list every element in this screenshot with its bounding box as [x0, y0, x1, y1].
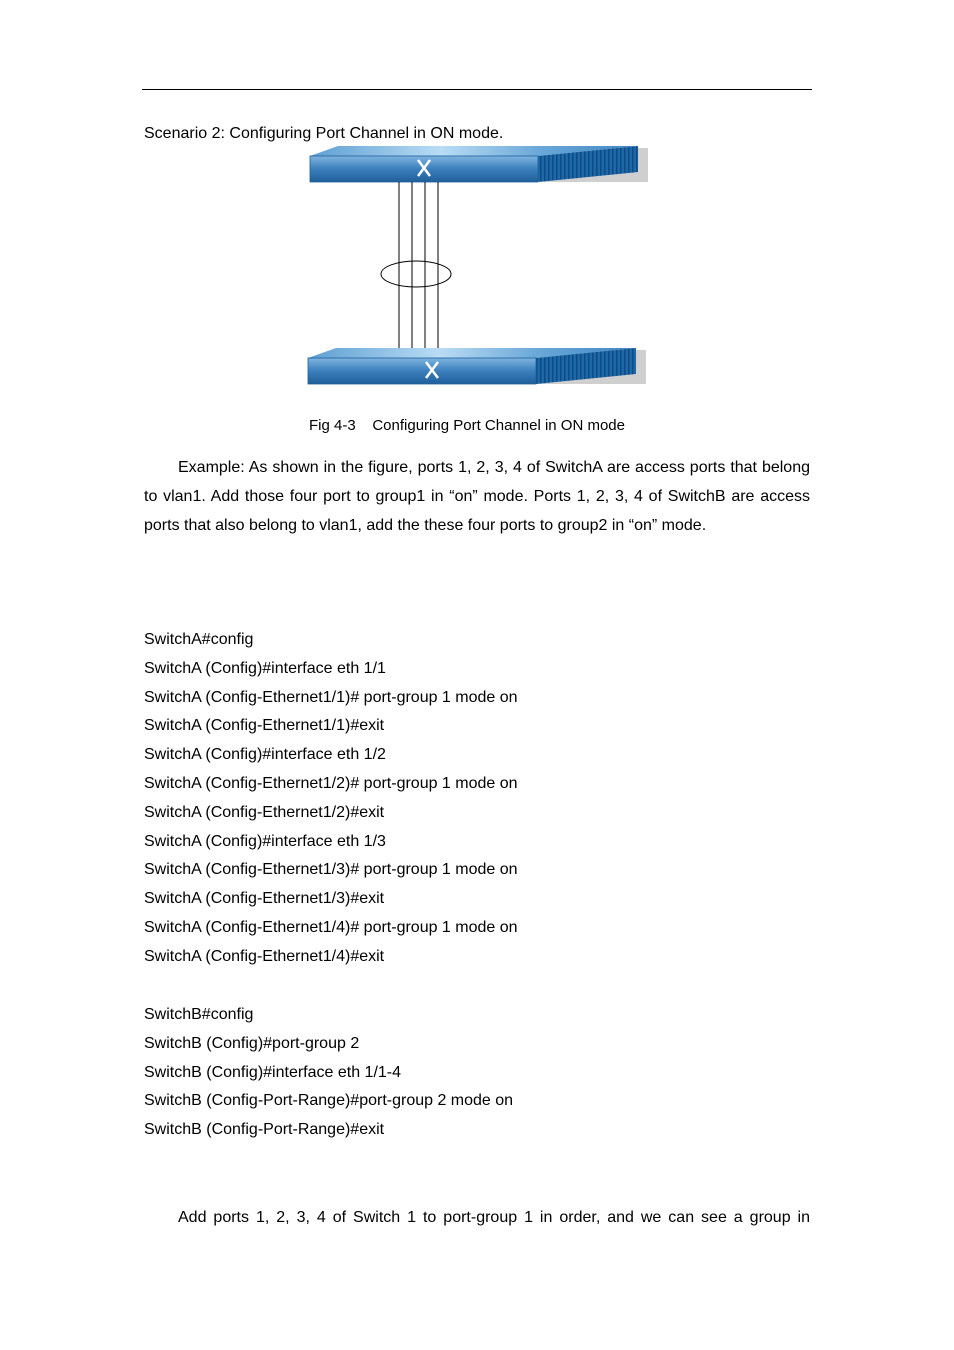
- aggregated-links: [399, 182, 438, 348]
- example-paragraph: [144, 453, 810, 540]
- command-line: SwitchA (Config-Ethernet1/2)#exit: [144, 803, 385, 821]
- figure-caption: Fig 4-3 Configuring Port Channel in ON mode: [309, 417, 625, 434]
- port-channel-diagram: [300, 140, 660, 390]
- switch-a-config-block: [144, 626, 518, 972]
- command-line: SwitchA (Config-Ethernet1/3)#exit: [144, 890, 385, 908]
- command-line: SwitchA (Config)#interface eth 1/1: [144, 659, 386, 677]
- header-rule: [142, 89, 812, 90]
- switch-a-icon: [310, 146, 648, 182]
- command-line: SwitchB (Config)#interface eth 1/1-4: [144, 1063, 402, 1081]
- command-line: SwitchA (Config-Ethernet1/1)#exit: [144, 717, 385, 735]
- command-line: SwitchA (Config-Ethernet1/2)# port-group 1 mode on: [144, 774, 518, 792]
- command-line: SwitchA (Config)#interface eth 1/3: [144, 832, 386, 850]
- command-line: SwitchA#config: [144, 631, 254, 648]
- command-line: SwitchA (Config)#interface eth 1/2: [144, 746, 386, 764]
- example-paragraph-text: Example: As shown in the figure, ports 1, 2, 3, 4 of SwitchA are access ports that belong to vlan1. Add those four port to group1 in “on” mode. Ports 1, 2, 3, 4 of SwitchB are access ports that also belong to vlan1, add the these four ports to group2 in “on” mode.: [144, 459, 810, 534]
- command-line: SwitchA (Config-Ethernet1/1)# port-group 1 mode on: [144, 688, 518, 706]
- command-line: SwitchB (Config)#port-group 2: [144, 1034, 360, 1052]
- command-line: SwitchA (Config-Ethernet1/3)# port-group 1 mode on: [144, 861, 518, 879]
- switch-b-config-block: [144, 1001, 513, 1145]
- command-line: SwitchB (Config-Port-Range)#exit: [144, 1121, 385, 1139]
- closing-paragraph: [144, 1203, 810, 1232]
- command-line: SwitchB#config: [144, 1006, 254, 1023]
- command-line: SwitchA (Config-Ethernet1/4)#exit: [144, 947, 385, 965]
- scenario-title: Scenario 2: Configuring Port Channel in ON mode.: [144, 125, 504, 142]
- switch-b-icon: [308, 348, 646, 384]
- command-line: SwitchA (Config-Ethernet1/4)# port-group 1 mode on: [144, 918, 518, 936]
- command-line: SwitchB (Config-Port-Range)#port-group 2 mode on: [144, 1092, 514, 1110]
- port-channel-ellipse: [381, 261, 451, 287]
- closing-paragraph-text: Add ports 1, 2, 3, 4 of Switch 1 to port-group 1 in order, and we can see a group in: [178, 1209, 810, 1226]
